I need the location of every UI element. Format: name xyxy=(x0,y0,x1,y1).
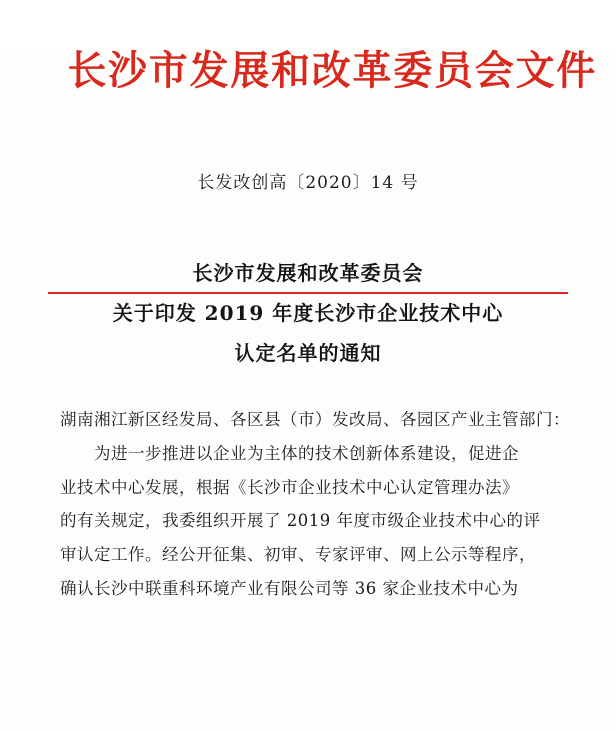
body-line-4: 审认定工作。经公开征集、初审、专家评审、网上公示等程序， xyxy=(60,545,536,565)
document-masthead-title: 长沙市发展和改革委员会文件 xyxy=(67,47,598,94)
title-line-3: 认定名单的通知 xyxy=(234,341,382,365)
title-line-2: 关于印发 2019 年度长沙市企业技术中心 xyxy=(112,301,504,325)
recipient-line: 湖南湘江新区经发局、各区县（市）发改局、各园区产业主管部门： xyxy=(60,410,570,429)
document-body xyxy=(60,403,570,606)
document-page xyxy=(0,48,616,731)
red-separator-rule xyxy=(48,292,568,294)
document-title-block xyxy=(60,253,556,373)
body-line-3: 的有关规定，我委组织开展了 2019 年度市级企业技术中心的评 xyxy=(60,511,541,531)
body-line-2: 业技术中心发展，根据《长沙市企业技术中心认定管理办法》 xyxy=(60,477,519,497)
body-line-1: 为进一步推进以企业为主体的技术创新体系建设，促进企 xyxy=(94,443,519,463)
page-bottom-fade xyxy=(0,715,616,731)
body-line-5: 确认长沙中联重科环境产业有限公司等 36 家企业技术中心为 xyxy=(60,579,519,599)
document-number: 长发改创高〔2020〕14 号 xyxy=(197,173,419,193)
title-line-1: 长沙市发展和改革委员会 xyxy=(192,261,424,285)
